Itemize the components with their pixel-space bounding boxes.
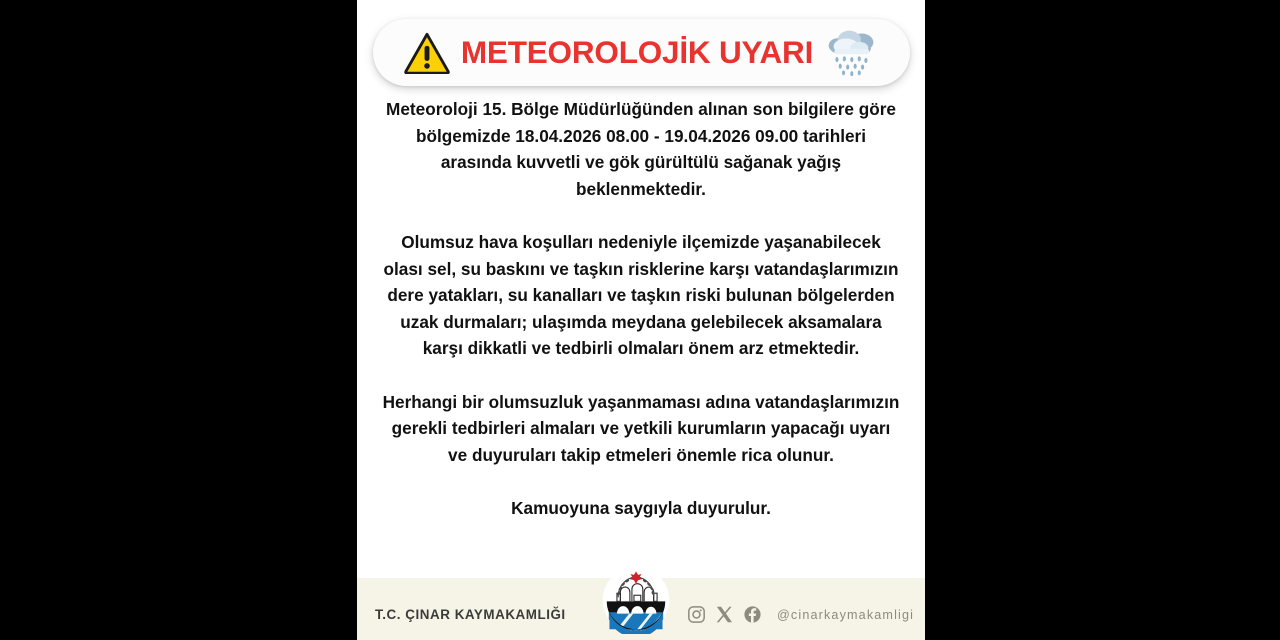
body-paragraph-1: Meteoroloji 15. Bölge Müdürlüğünden alınan son bilgilere göre bölgemizde 18.04.2026 08.00 - 19.04.2026 09.00 tarihleri arasında kuvvetli ve gök gürültülü sağanak yağış beklenmektedir. xyxy=(386,99,896,199)
body-closing-line: Kamuoyuna saygıyla duyurulur. xyxy=(511,497,771,518)
cinar-kaymakamligi-emblem xyxy=(602,566,670,634)
body-paragraph-3: Herhangi bir olumsuzluk yaşanmaması adına vatandaşlarımızın gerekli tedbirleri almaları ve yetkili kurumların yapacağı uyarı ve duyuruları takip etmeleri önemle rica olunur. xyxy=(382,391,900,465)
warning-banner xyxy=(373,19,910,86)
footer-organization-name: T.C. ÇINAR KAYMAKAMLIĞI xyxy=(375,607,566,622)
warning-banner-title: METEOROLOJİK UYARI xyxy=(460,33,814,70)
header-area xyxy=(357,19,925,86)
social-links xyxy=(687,605,914,624)
warning-triangle-icon xyxy=(404,32,450,74)
body-paragraph-2: Olumsuz hava koşulları nedeniyle ilçemizde yaşanabilecek olası sel, su baskını ve taşkın risklerine karşı vatandaşlarımızın dere yatakları, su kanalları ve taşkın riski bulunan bölgelerden uzak durmaları; ulaşımda meydana gelebilecek aksamalara karşı dikkatli ve tedbirli olmaları önem arz etmektedir. xyxy=(383,231,899,359)
announcement-card xyxy=(357,0,925,640)
facebook-icon[interactable] xyxy=(743,605,762,624)
footer xyxy=(357,578,925,640)
instagram-icon[interactable] xyxy=(687,605,706,624)
announcement-body xyxy=(381,96,901,522)
social-handle-text: @cinarkaymakamligi xyxy=(777,607,915,622)
x-twitter-icon[interactable] xyxy=(715,605,734,624)
rain-cloud-icon xyxy=(824,29,878,77)
